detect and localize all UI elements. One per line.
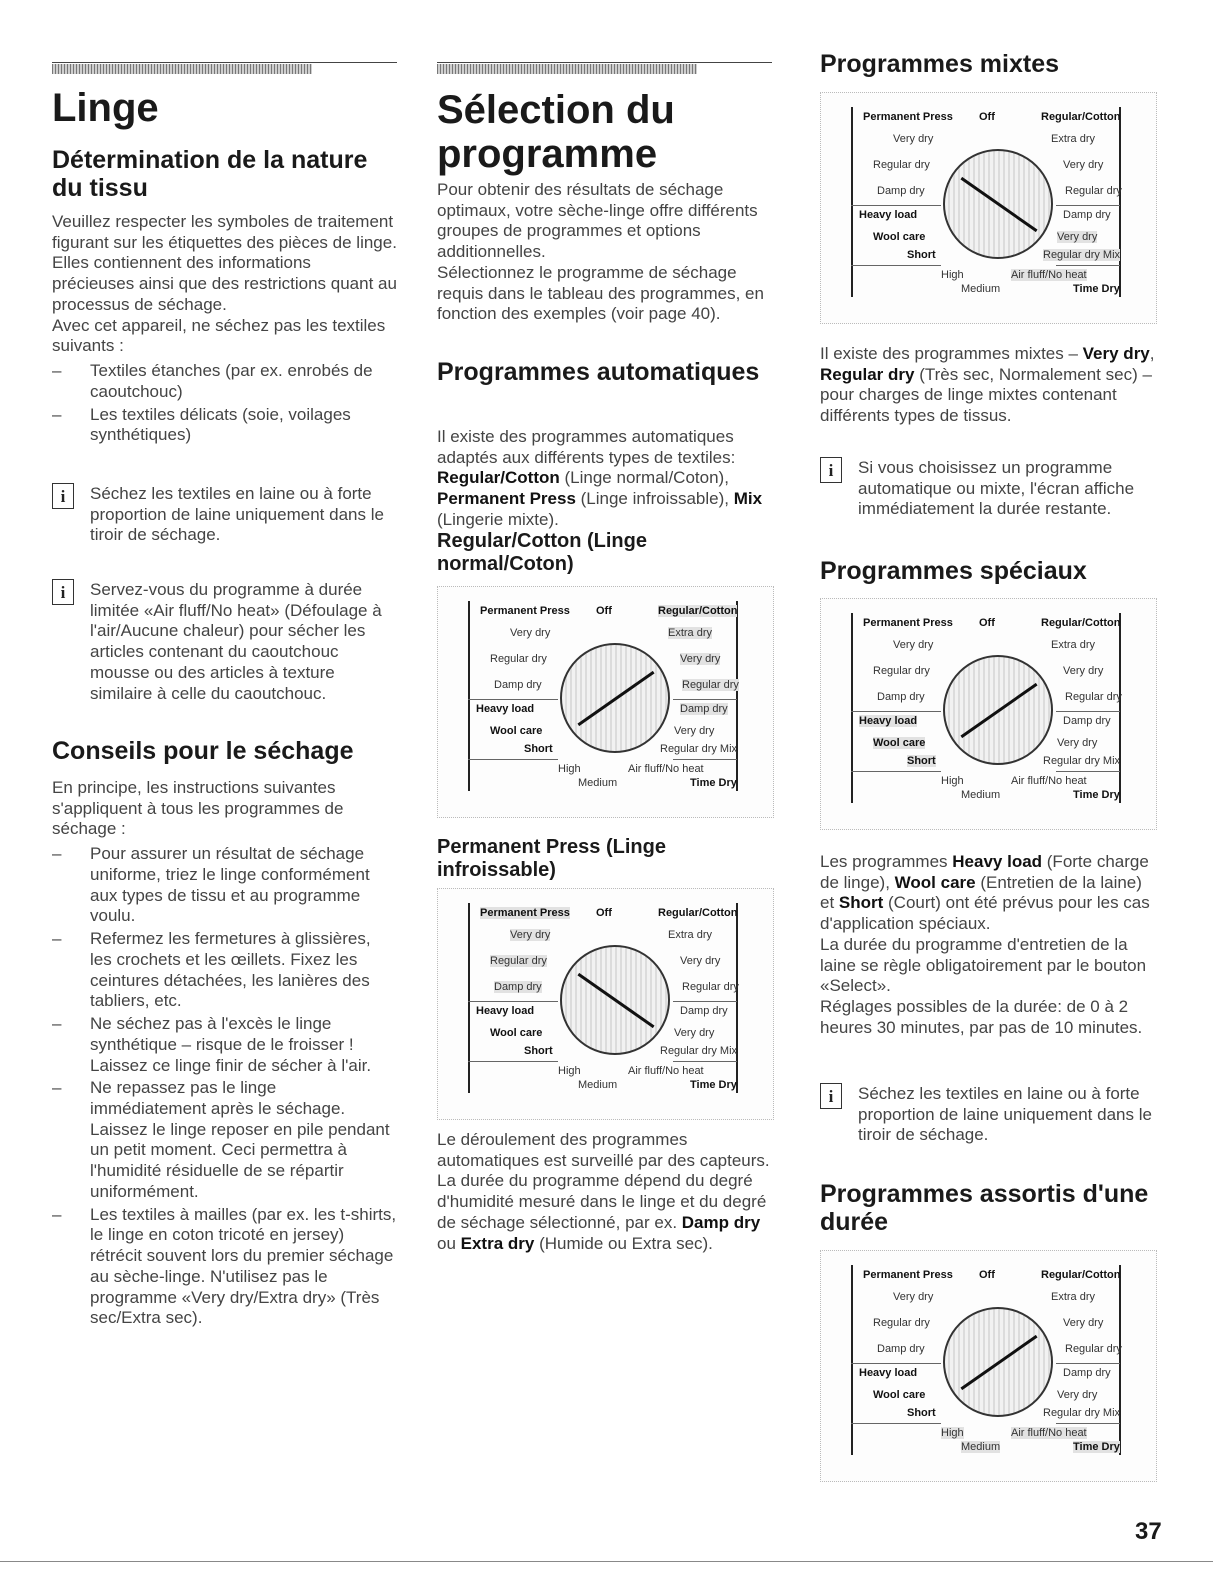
panel-divider [1056,1363,1120,1364]
heading-determination: Détermination de la nature du tissu [52,146,368,202]
para-principe: En principe, les instructions suivantes s'appliquent à tous les programmes de séchage : [52,778,344,839]
dial-label-short: Short [907,755,936,767]
info-icon: i [52,483,74,509]
info-icon: i [820,457,842,483]
dial-label-very-dry-l: Very dry [510,929,551,941]
dial-label-heavy-load: Heavy load [859,1367,918,1379]
list-item: – Ne séchez pas à l'excès le linge synthétique – risque de le froisser ! Laissez ce linge finir de sécher à l'air. [52,1014,397,1076]
dial-label-high: High [941,269,964,281]
dial-label-very-dry-l: Very dry [893,1291,934,1303]
dial-label-off: Off [979,617,995,629]
dial-illustration-duree [820,1250,1157,1482]
dial-label-very-dry-mix: Very dry [1057,231,1098,243]
dial-label-damp-dry-r: Damp dry [1063,1367,1111,1379]
dial-label-permanent-press: Permanent Press [863,1269,953,1281]
program-selector-knob [943,1307,1053,1417]
dial-label-short: Short [907,249,936,261]
dial-label-very-dry-l: Very dry [510,627,551,639]
para-automatiques: Il existe des programmes automatiques adaptés aux différents types de textiles: Regular/Cotton (Linge normal/Coton), Permanent Press (Linge infroissable), Mix (Lingerie mixte). [437,427,763,529]
section-rule [52,62,397,79]
dial-label-very-dry-mix: Very dry [674,725,715,737]
dial-label-damp-dry-r: Damp dry [680,1005,728,1017]
dial-label-air-fluff: Air fluff/No heat [1011,775,1087,787]
dial-label-regular-dry-mix: Regular dry Mix [660,1045,738,1057]
section-selection [437,180,772,325]
page-number: 37 [1135,1518,1162,1545]
section-rule [437,62,772,79]
dial-label-damp-dry-r: Damp dry [1063,715,1111,727]
list-item: – Les textiles à mailles (par ex. les t-shirts, le linge en coton tricoté en jersey) rétrécit souvent lors du premier séchage au sèche-linge. N'utilisez pas le programme «Very dry/Extra dry» (Très sec/Extra sec). [52,1205,397,1329]
dial-label-wool-care: Wool care [873,231,926,243]
panel-divider [1056,265,1120,266]
page-bottom-rule [0,1561,1213,1562]
panel-divider [1056,711,1120,712]
dial-label-extra-dry: Extra dry [668,929,713,941]
panel-divider [468,1061,558,1062]
list-textiles [52,361,397,446]
dial-label-regular-dry-r: Regular dry [682,981,739,993]
info-icon: i [52,579,74,605]
dial-label-heavy-load: Heavy load [859,715,918,727]
dial-label-regular-dry-l: Regular dry [490,955,547,967]
dial-illustration-speciaux [820,598,1157,830]
list-item: – Ne repassez pas le linge immédiatement après le séchage. Laissez le linge reposer en pile pendant un petit moment. Ceci permettra à l'humidité résiduelle de se répartir uniformément. [52,1078,397,1202]
panel-divider [851,205,941,206]
dial-label-medium: Medium [578,1079,618,1091]
para-ne-sechez-pas: Avec cet appareil, ne séchez pas les textiles suivants : [52,315,386,356]
dial-label-off: Off [596,605,612,617]
panel-divider [851,265,941,266]
dial-label-permanent-press: Permanent Press [480,907,570,919]
dial-label-very-dry-l: Very dry [893,639,934,651]
heading-conseils: Conseils pour le séchage [52,737,354,765]
para-resultats: Pour obtenir des résultats de séchage optimaux, votre sèche-linge offre différents groupes de programmes et options additionnelles. [437,180,758,262]
dial-label-time-dry: Time Dry [1073,283,1120,295]
panel-divider [468,1001,558,1002]
info-note-laine: i Séchez les textiles en laine ou à forte proportion de laine uniquement dans le tiroir de séchage. [52,484,397,546]
dial-label-off: Off [596,907,612,919]
heading-permanent-press: Permanent Press (Linge infroissable) [437,836,666,881]
panel-divider [673,759,737,760]
para-speciaux: Les programmes Heavy load (Forte charge de linge), Wool care (Entretien de la laine) et Short (Court) ont été prévus pour les cas d'application spéciaux. [820,852,1150,934]
para-deroulement: Le déroulement des programmes automatiques est surveillé par des capteurs. La durée du programme dépend du degré d'humidité mesuré dans le linge et du degré de séchage sélectionné, par ex. Damp dry ou Extra dry (Humide ou Extra sec). [437,1130,770,1253]
dial-label-very-dry-mix: Very dry [674,1027,715,1039]
knob-pointer [960,1335,1037,1390]
list-conseils [52,844,397,1329]
dial-panel [468,601,738,791]
dial-label-off: Off [979,1269,995,1281]
dial-label-short: Short [524,1045,553,1057]
dial-label-damp-dry-l: Damp dry [877,691,925,703]
dial-label-high: High [558,763,581,775]
dial-label-very-dry-mix: Very dry [1057,1389,1098,1401]
dial-label-heavy-load: Heavy load [476,703,535,715]
dial-label-permanent-press: Permanent Press [480,605,570,617]
dial-label-off: Off [979,111,995,123]
section-determination [52,212,397,448]
dial-panel [468,903,738,1093]
dial-label-regular-cotton: Regular/Cotton [1041,1269,1121,1281]
panel-divider [673,699,737,700]
info-note-ecran: i Si vous choisissez un programme automatique ou mixte, l'écran affiche immédiatement la durée restante. [820,458,1163,520]
dial-label-very-dry-l: Very dry [893,133,934,145]
dial-label-air-fluff: Air fluff/No heat [628,763,704,775]
dial-label-short: Short [907,1407,936,1419]
para-mixtes: Il existe des programmes mixtes – Very dry, Regular dry (Très sec, Normalement sec) – pour charges de linge mixtes contenant différents types de tissus. [820,344,1155,426]
dial-label-extra-dry: Extra dry [668,627,713,639]
panel-divider [1056,205,1120,206]
para-symboles: Veuillez respecter les symboles de traitement figurant sur les étiquettes des pièces de linge. Elles contiennent des informations précieuses ainsi que des restrictions quant au processus de séchage. [52,212,397,314]
dial-label-time-dry: Time Dry [1073,789,1120,801]
dial-illustration-regular-cotton [437,586,774,818]
heading-duree: Programmes assortis d'une durée [820,1180,1149,1236]
dial-label-time-dry: Time Dry [690,1079,737,1091]
dial-label-very-dry-r: Very dry [680,653,721,665]
page-title-selection: Sélection du programme [437,88,675,176]
dial-label-regular-cotton: Regular/Cotton [658,907,738,919]
dial-label-time-dry: Time Dry [1073,1441,1120,1453]
panel-divider [673,1061,737,1062]
list-item: – Pour assurer un résultat de séchage uniforme, triez le linge conformément aux types de tissu et au programme voulu. [52,844,397,927]
info-icon: i [820,1083,842,1109]
info-note-laine-2: i Séchez les textiles en laine ou à forte proportion de laine uniquement dans le tiroir de séchage. [820,1084,1163,1146]
dial-label-heavy-load: Heavy load [859,209,918,221]
heading-automatiques: Programmes automatiques [437,358,760,386]
program-selector-knob [943,655,1053,765]
dial-label-regular-cotton: Regular/Cotton [1041,111,1121,123]
dial-label-regular-dry-l: Regular dry [873,665,930,677]
dial-label-regular-dry-l: Regular dry [873,159,930,171]
dial-label-air-fluff: Air fluff/No heat [1011,1427,1087,1439]
panel-border-left [851,1265,853,1455]
panel-divider [468,759,558,760]
panel-divider [468,699,558,700]
heading-speciaux: Programmes spéciaux [820,557,1087,585]
dial-label-damp-dry-l: Damp dry [494,981,542,993]
dial-label-wool-care: Wool care [873,1389,926,1401]
dial-label-extra-dry: Extra dry [1051,1291,1096,1303]
dial-label-very-dry-r: Very dry [1063,1317,1104,1329]
panel-divider [851,771,941,772]
dial-label-regular-dry-r: Regular dry [1065,185,1122,197]
dial-label-regular-dry-r: Regular dry [682,679,739,691]
dial-label-heavy-load: Heavy load [476,1005,535,1017]
para-selectionnez: Sélectionnez le programme de séchage requis dans le tableau des programmes, en fonction des exemples (voir page 40). [437,262,764,324]
page-title-linge: Linge [52,86,159,130]
panel-divider [851,711,941,712]
dial-label-high: High [941,1427,964,1439]
panel-border-left [851,107,853,297]
list-item: – Textiles étanches (par ex. enrobés de caoutchouc) [52,361,397,402]
dial-label-high: High [558,1065,581,1077]
dial-panel [851,613,1121,803]
program-selector-knob [560,643,670,753]
dial-label-regular-dry-mix: Regular dry Mix [1043,249,1121,261]
dial-label-regular-dry-r: Regular dry [1065,1343,1122,1355]
panel-border-right [736,903,738,1093]
panel-border-left [468,601,470,791]
knob-pointer [960,683,1037,738]
dial-label-regular-cotton: Regular/Cotton [1041,617,1121,629]
panel-border-right [1119,613,1121,803]
dial-label-extra-dry: Extra dry [1051,639,1096,651]
panel-divider [673,1001,737,1002]
dial-label-damp-dry-r: Damp dry [680,703,728,715]
dial-panel [851,107,1121,297]
program-selector-knob [943,149,1053,259]
dial-label-regular-dry-mix: Regular dry Mix [660,743,738,755]
dial-label-very-dry-r: Very dry [1063,159,1104,171]
dial-label-wool-care: Wool care [490,1027,543,1039]
dial-panel [851,1265,1121,1455]
dial-label-regular-dry-mix: Regular dry Mix [1043,1407,1121,1419]
program-selector-knob [560,945,670,1055]
dial-label-medium: Medium [578,777,618,789]
panel-divider [851,1423,941,1424]
dial-label-medium: Medium [961,283,1001,295]
para-select: La durée du programme d'entretien de la laine se règle obligatoirement par le bouton «Select». [820,934,1147,996]
dial-label-damp-dry-l: Damp dry [494,679,542,691]
dial-label-damp-dry-l: Damp dry [877,185,925,197]
list-item: – Les textiles délicats (soie, voilages synthétiques) [52,405,397,446]
dial-label-medium: Medium [961,789,1001,801]
dial-label-regular-dry-l: Regular dry [490,653,547,665]
dial-label-very-dry-mix: Very dry [1057,737,1098,749]
panel-border-right [1119,1265,1121,1455]
section-speciaux [820,852,1160,1039]
info-note-air-fluff: i Servez-vous du programme à durée limitée «Air fluff/No heat» (Défoulage à l'air/Aucune chaleur) pour sécher les articles contenant du caoutchouc mousse ou des articles à texture similaire à celle du caoutchouc. [52,580,397,704]
dial-label-permanent-press: Permanent Press [863,617,953,629]
dial-label-very-dry-r: Very dry [1063,665,1104,677]
dial-label-permanent-press: Permanent Press [863,111,953,123]
panel-divider [851,1363,941,1364]
dial-illustration-permanent-press [437,888,774,1120]
dial-label-wool-care: Wool care [490,725,543,737]
para-reglages: Réglages possibles de la durée: de 0 à 2 heures 30 minutes, par pas de 10 minutes. [820,997,1143,1037]
dial-label-damp-dry-l: Damp dry [877,1343,925,1355]
dial-label-damp-dry-r: Damp dry [1063,209,1111,221]
dial-illustration-mixtes [820,92,1157,324]
dial-label-air-fluff: Air fluff/No heat [628,1065,704,1077]
knob-pointer [577,973,654,1028]
knob-pointer [960,177,1037,232]
dial-label-extra-dry: Extra dry [1051,133,1096,145]
dial-label-high: High [941,775,964,787]
dial-label-medium: Medium [961,1441,1001,1453]
heading-mixtes: Programmes mixtes [820,50,1060,78]
panel-border-left [851,613,853,803]
list-item: – Refermez les fermetures à glissières, les crochets et les œillets. Fixez les ceintures détachées, les lanières des tabliers, etc. [52,929,397,1012]
panel-divider [1056,1423,1120,1424]
dial-label-air-fluff: Air fluff/No heat [1011,269,1087,281]
dial-label-time-dry: Time Dry [690,777,737,789]
heading-regular-cotton: Regular/Cotton (Linge normal/Coton) [437,530,647,575]
panel-border-right [1119,107,1121,297]
section-conseils [52,778,397,1331]
panel-border-right [736,601,738,791]
dial-label-wool-care: Wool care [873,737,926,749]
dial-label-regular-dry-mix: Regular dry Mix [1043,755,1121,767]
panel-border-left [468,903,470,1093]
dial-label-very-dry-r: Very dry [680,955,721,967]
panel-divider [1056,771,1120,772]
dial-label-regular-dry-l: Regular dry [873,1317,930,1329]
knob-pointer [577,671,654,726]
dial-label-regular-cotton: Regular/Cotton [658,605,738,617]
dial-label-regular-dry-r: Regular dry [1065,691,1122,703]
dial-label-short: Short [524,743,553,755]
